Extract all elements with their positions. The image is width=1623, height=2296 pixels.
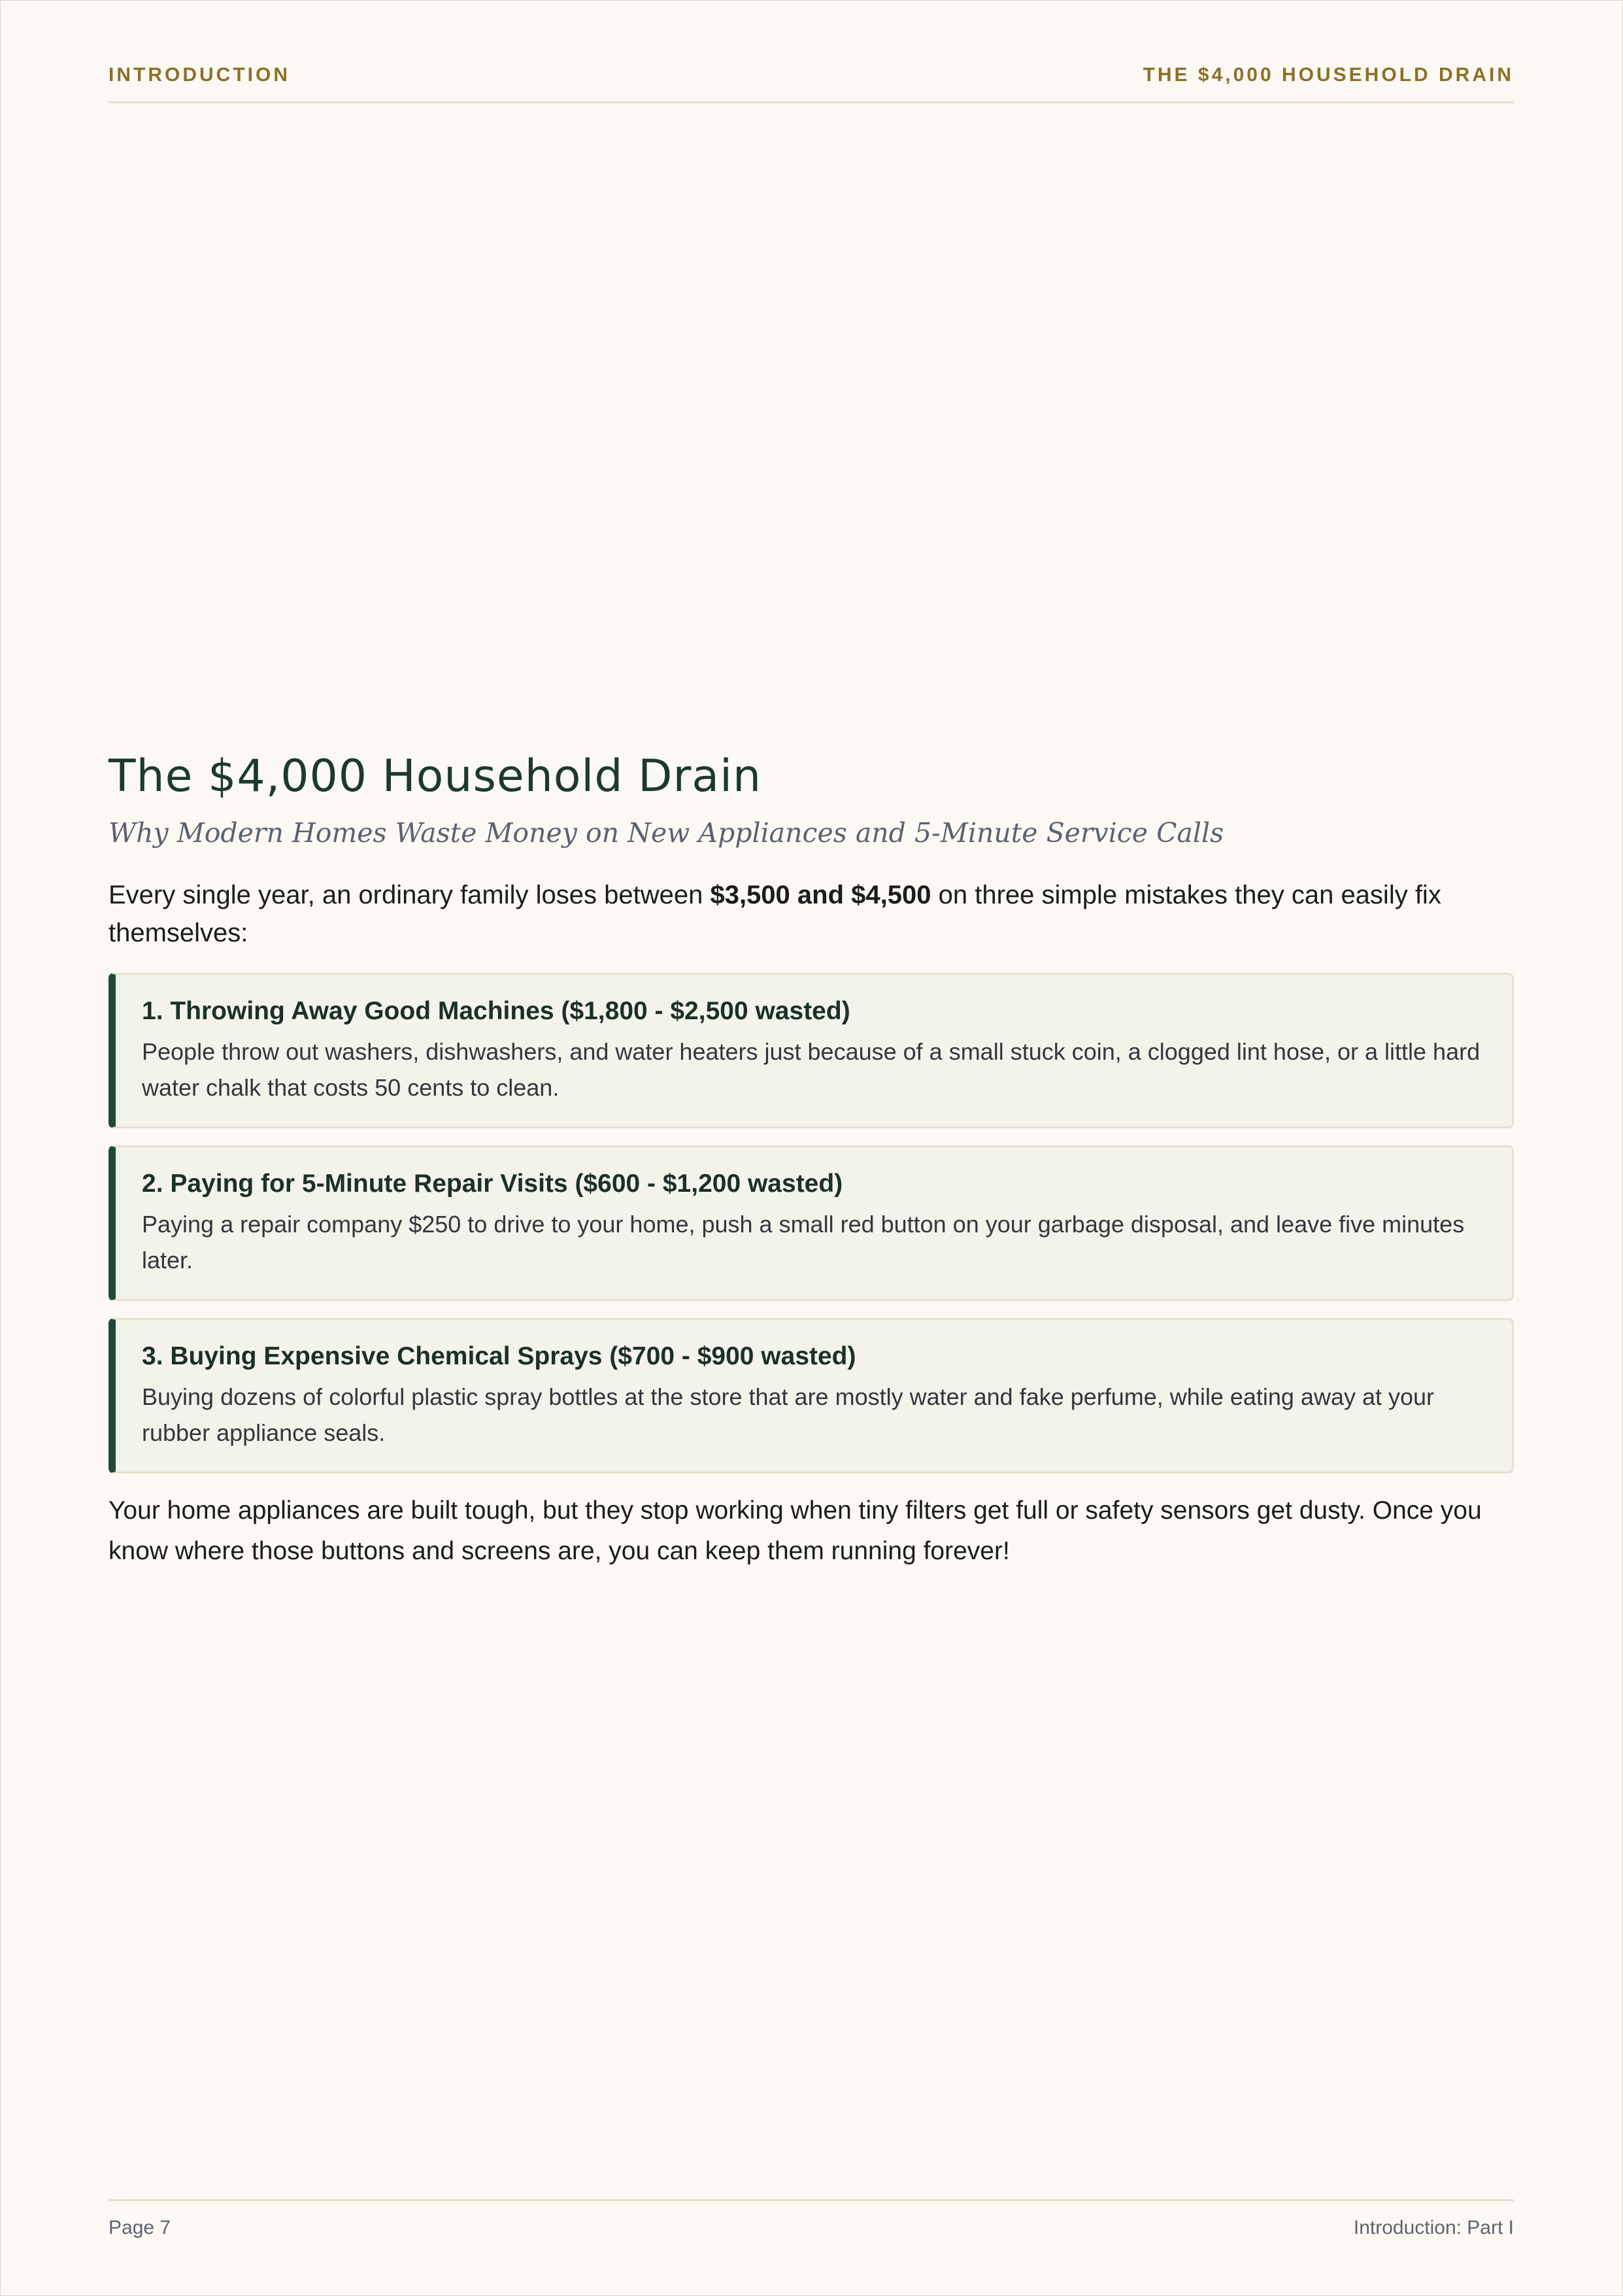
- page-number: Page 7: [109, 2217, 171, 2238]
- intro-text-start: Every single year, an ordinary family loses between: [109, 881, 711, 909]
- card-title: 1. Throwing Away Good Machines ($1,800 - $2,500 wasted): [142, 997, 850, 1025]
- closing-paragraph: Your home appliances are built tough, but they stop working when tiny filters get full or safety sensors get dusty. Once you know where those buttons and screens are, you can keep them running forever!: [109, 1496, 1482, 1565]
- running-header: [109, 61, 1514, 103]
- header-section-label: INTRODUCTION: [109, 64, 290, 86]
- card-body: Buying dozens of colorful plastic spray bottles at the store that are mostly water and fake perfume, while eating away at your rubber appliance seals.: [142, 1383, 1435, 1446]
- intro-text-end: on three simple mistakes they can easily fix themselves:: [109, 881, 1441, 947]
- mistake-card-3: [109, 1318, 1514, 1474]
- intro-paragraph: [109, 876, 1514, 952]
- page-content: [109, 745, 1514, 1572]
- page-subtitle: Why Modern Homes Waste Money on New Appliances and 5-Minute Service Calls: [109, 817, 1224, 849]
- mistake-card-1: [109, 973, 1514, 1128]
- footer-section-label: Introduction: Part I: [1353, 2217, 1514, 2238]
- running-footer: [109, 2199, 1514, 2238]
- intro-highlight-amount: $3,500 and $4,500: [710, 881, 931, 909]
- card-body: People throw out washers, dishwashers, and water heaters just because of a small stuck coin, a clogged lint hose, or a little hard water chalk that costs 50 cents to clean.: [142, 1038, 1481, 1101]
- mistake-cards: [109, 973, 1514, 1474]
- page-title: The $4,000 Household Drain: [109, 751, 762, 802]
- card-title: 3. Buying Expensive Chemical Sprays ($700 - $900 wasted): [142, 1342, 856, 1370]
- header-chapter-title: THE $4,000 HOUSEHOLD DRAIN: [1143, 64, 1514, 86]
- mistake-card-2: [109, 1145, 1514, 1301]
- card-body: Paying a repair company $250 to drive to your home, push a small red button on your garbage disposal, and leave five minutes later.: [142, 1211, 1465, 1274]
- card-title: 2. Paying for 5-Minute Repair Visits ($600 - $1,200 wasted): [142, 1170, 843, 1198]
